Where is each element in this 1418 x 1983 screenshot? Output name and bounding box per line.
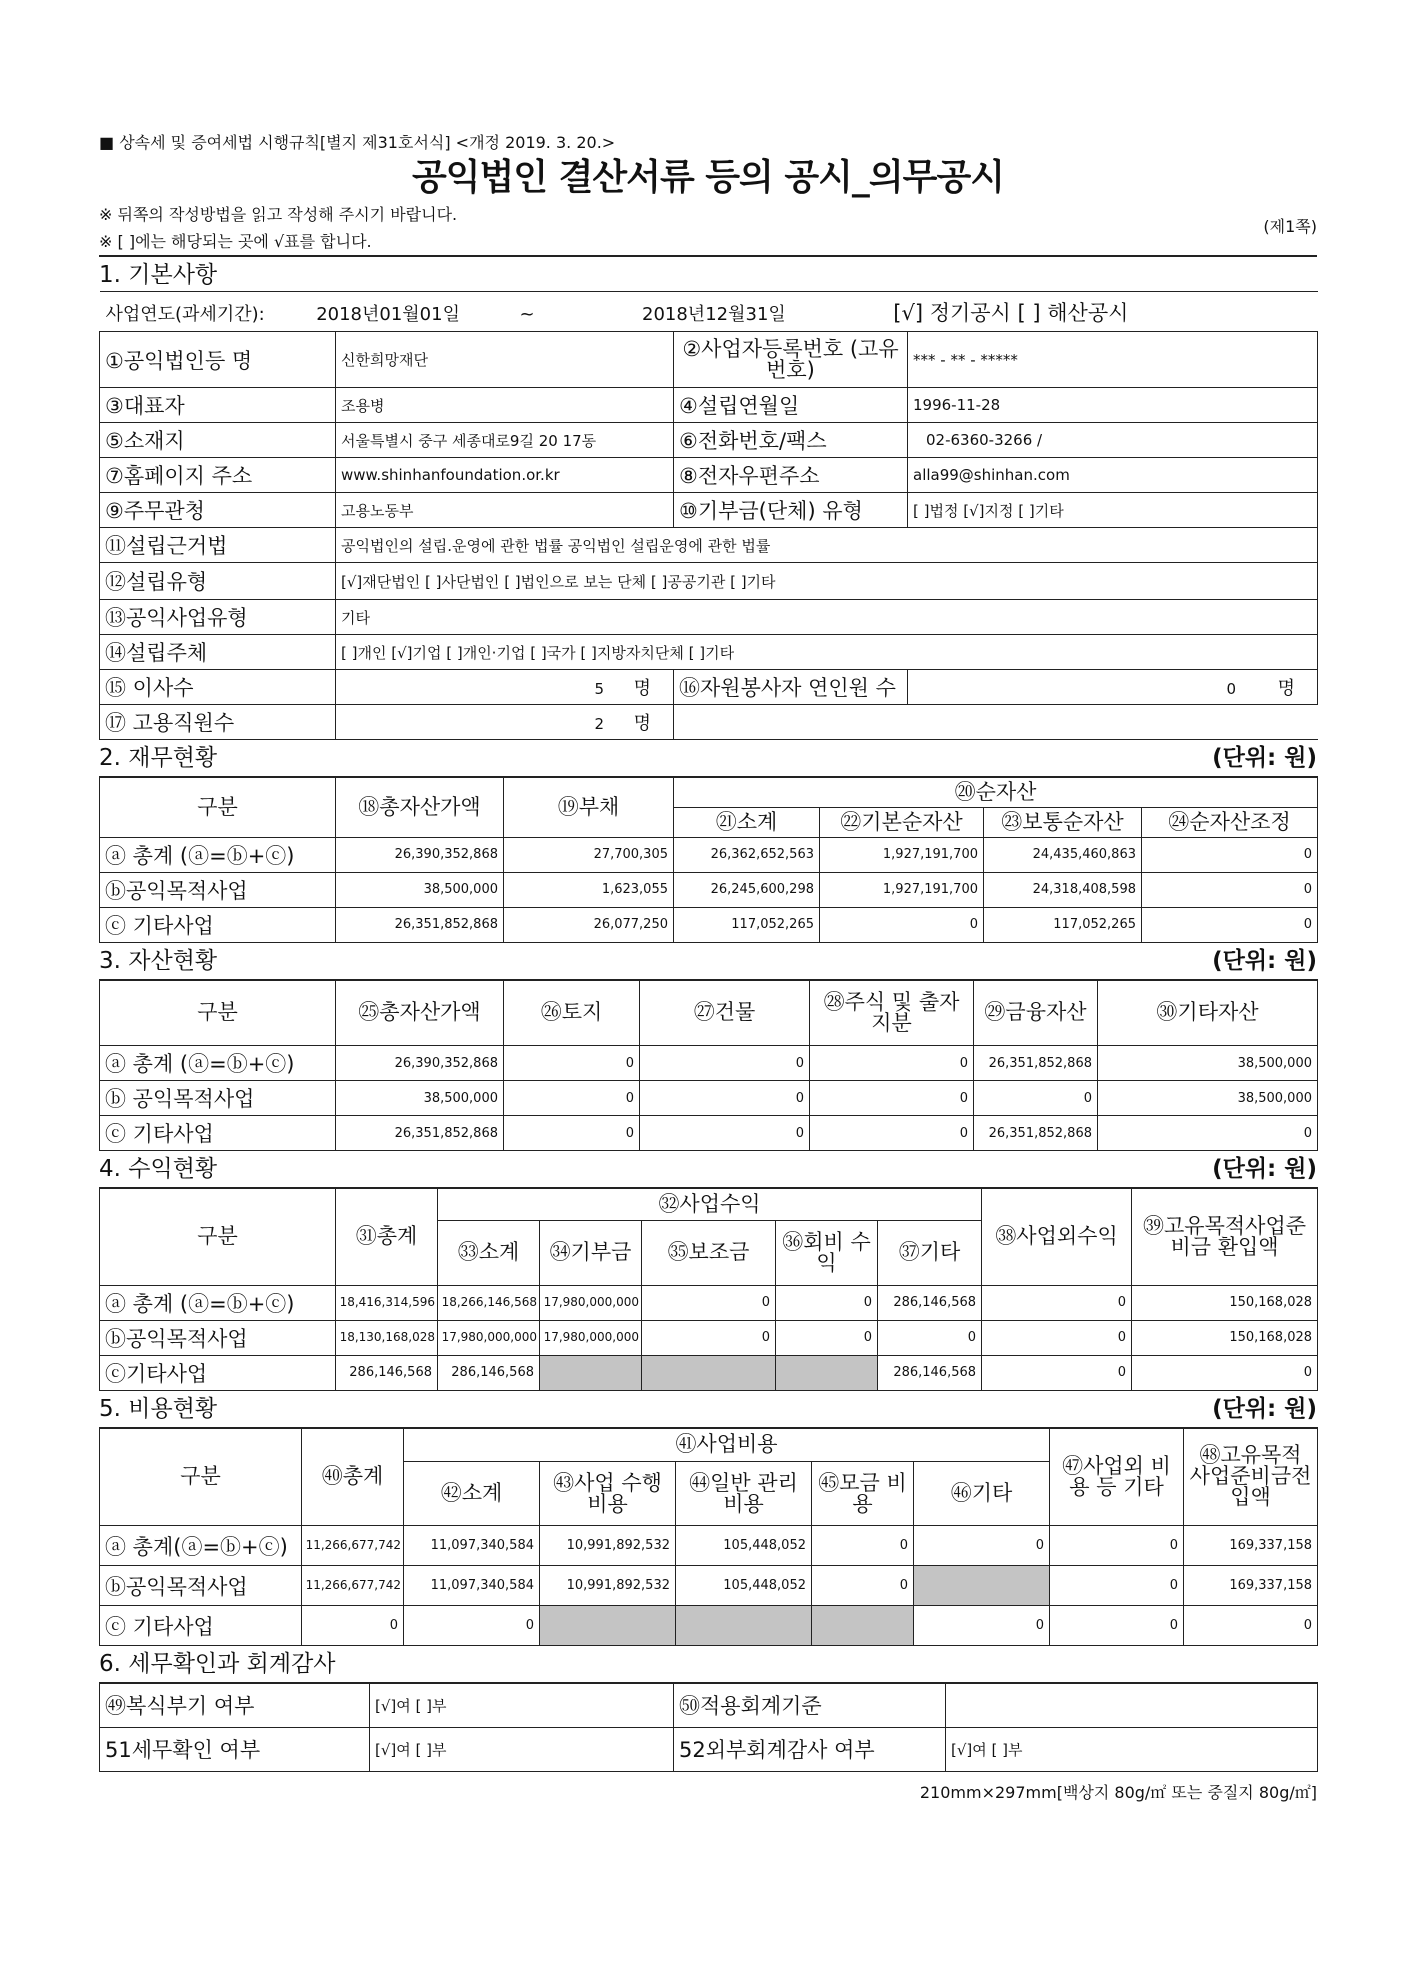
employees-value: 2 bbox=[594, 715, 605, 733]
biz-reg-value: *** - ** - ***** bbox=[908, 332, 1318, 388]
rev-cell: 286,146,568 bbox=[336, 1355, 438, 1390]
exp-subtotal-header: ㊷소계 bbox=[404, 1462, 540, 1526]
exp-cell: 11,097,340,584 bbox=[404, 1526, 540, 1566]
est-type-value: [√]재단법인 [ ]사단법인 [ ]법인으로 보는 단체 [ ]공공기관 [ ]기타 bbox=[336, 563, 1318, 600]
assets-cell: 0 bbox=[810, 1081, 974, 1116]
exp-cell-disabled bbox=[676, 1606, 812, 1646]
row-ceo bbox=[100, 388, 1318, 423]
rev-total-header: ㉛총계 bbox=[336, 1188, 438, 1285]
bookkeeping-value: [√]여 [ ]부 bbox=[370, 1683, 674, 1727]
bookkeeping-label: ㊾복식부기 여부 bbox=[100, 1683, 370, 1727]
period-end: 2018년12월31일 bbox=[642, 303, 786, 325]
fin-liabilities-header: ⑲부채 bbox=[504, 777, 674, 837]
exp-cell: 105,448,052 bbox=[676, 1566, 812, 1606]
period-cell bbox=[100, 292, 1318, 332]
ceo-value: 조용병 bbox=[336, 388, 674, 423]
rev-cell: 286,146,568 bbox=[438, 1355, 540, 1390]
address-value: 서울특별시 중구 세종대로9길 20 17동 bbox=[336, 423, 674, 458]
fin-cell: 0 bbox=[820, 907, 984, 942]
assets-cell: 0 bbox=[504, 1081, 640, 1116]
authority-label: ⑨주무관청 bbox=[100, 493, 336, 528]
assets-cell: 0 bbox=[974, 1081, 1098, 1116]
page-number: (제1쪽) bbox=[1263, 217, 1317, 236]
rev-subsidy-header: ㉟보조금 bbox=[642, 1220, 776, 1285]
rev-row-label: ⓒ기타사업 bbox=[100, 1355, 336, 1390]
exp-cell: 0 bbox=[1050, 1526, 1184, 1566]
exp-cell: 0 bbox=[302, 1606, 404, 1646]
note-2: ※ [ ]에는 해당되는 곳에 √표를 합니다. bbox=[99, 232, 372, 251]
assets-cell: 26,390,352,868 bbox=[336, 1046, 504, 1081]
expense-table bbox=[99, 1427, 1318, 1647]
rev-cell: 0 bbox=[776, 1285, 878, 1320]
section-4-title bbox=[99, 1151, 1317, 1187]
exp-cell-disabled bbox=[914, 1566, 1050, 1606]
table-row bbox=[100, 1566, 1318, 1606]
row-directors bbox=[100, 670, 1318, 705]
rev-membership-header: ㊱회비 수익 bbox=[776, 1220, 878, 1285]
org-name-value: 신한희망재단 bbox=[336, 332, 674, 388]
section-5-heading: 5. 비용현황 bbox=[99, 1395, 218, 1422]
form-notes bbox=[99, 201, 1317, 255]
exp-cell-disabled bbox=[540, 1606, 676, 1646]
rev-subtotal-header: ㉝소계 bbox=[438, 1220, 540, 1285]
rev-cell: 150,168,028 bbox=[1132, 1285, 1318, 1320]
rev-cell: 0 bbox=[776, 1320, 878, 1355]
page-title: 공익법인 결산서류 등의 공시_의무공시 bbox=[411, 157, 1005, 198]
rev-cell: 17,980,000,000 bbox=[540, 1285, 642, 1320]
table-row bbox=[100, 1046, 1318, 1081]
section-2-heading: 2. 재무현황 bbox=[99, 745, 218, 771]
assets-gubun-header: 구분 bbox=[100, 980, 336, 1046]
row-employees bbox=[100, 705, 1318, 740]
note-1: ※ 뒤쪽의 작성방법을 읽고 작성해 주시기 바랍니다. bbox=[99, 205, 458, 224]
exp-reserve-header: ㊽고유목적 사업준비금전 입액 bbox=[1184, 1428, 1318, 1526]
rev-cell: 0 bbox=[982, 1320, 1132, 1355]
audit-row-1 bbox=[100, 1683, 1318, 1727]
table-row bbox=[100, 837, 1318, 872]
exp-fund-header: ㊺모금 비용 bbox=[812, 1462, 914, 1526]
founder-label: ⑭설립주체 bbox=[100, 635, 336, 670]
rev-cell: 17,980,000,000 bbox=[540, 1320, 642, 1355]
exp-nonbiz-header: ㊼사업외 비용 등 기타 bbox=[1050, 1428, 1184, 1526]
assets-cell: 38,500,000 bbox=[1098, 1046, 1318, 1081]
table-row bbox=[100, 872, 1318, 907]
homepage-value: www.shinhanfoundation.or.kr bbox=[336, 458, 674, 493]
assets-cell: 38,500,000 bbox=[1098, 1081, 1318, 1116]
financial-table bbox=[99, 776, 1318, 943]
rev-donation-header: ㉞기부금 bbox=[540, 1220, 642, 1285]
fin-cell: 0 bbox=[1142, 907, 1318, 942]
exp-cell: 11,266,677,742 bbox=[302, 1526, 404, 1566]
exp-cell: 169,337,158 bbox=[1184, 1526, 1318, 1566]
exp-gubun-header: 구분 bbox=[100, 1428, 302, 1526]
section-6-heading: 6. 세무확인과 회계감사 bbox=[99, 1651, 336, 1677]
fin-cell: 0 bbox=[1142, 837, 1318, 872]
rev-reserve-header: ㊴고유목적사업준비금 환입액 bbox=[1132, 1188, 1318, 1285]
fin-cell: 1,927,191,700 bbox=[820, 837, 984, 872]
basis-law-label: ⑪설립근거법 bbox=[100, 528, 336, 563]
assets-row-label: ⓒ 기타사업 bbox=[100, 1116, 336, 1151]
audit-table bbox=[99, 1682, 1318, 1772]
org-name-label: ①공익법인등 명 bbox=[100, 332, 336, 388]
authority-value: 고용노동부 bbox=[336, 493, 674, 528]
assets-stock-header: ㉘주식 및 출자지분 bbox=[810, 980, 974, 1046]
table-row bbox=[100, 1526, 1318, 1566]
exp-cell: 10,991,892,532 bbox=[540, 1526, 676, 1566]
donation-type-value: [ ]법정 [√]지정 [ ]기타 bbox=[908, 493, 1318, 528]
table-row bbox=[100, 907, 1318, 942]
fin-cell: 26,245,600,298 bbox=[674, 872, 820, 907]
accounting-standard-label: ㊿적용회계기준 bbox=[674, 1683, 946, 1727]
period-row bbox=[100, 292, 1318, 332]
fin-cell: 0 bbox=[1142, 872, 1318, 907]
external-audit-label: 52외부회계감사 여부 bbox=[674, 1727, 946, 1771]
section-5-unit: (단위: 원) bbox=[1212, 1395, 1317, 1422]
homepage-label: ⑦홈페이지 주소 bbox=[100, 458, 336, 493]
assets-building-header: ㉗건물 bbox=[640, 980, 810, 1046]
biz-reg-label: ②사업자등록번호 (고유번호) bbox=[674, 332, 908, 388]
fin-cell: 117,052,265 bbox=[674, 907, 820, 942]
fin-cell: 24,435,460,863 bbox=[984, 837, 1142, 872]
rev-cell: 0 bbox=[1132, 1355, 1318, 1390]
section-4-unit: (단위: 원) bbox=[1212, 1156, 1317, 1182]
directors-unit: 명 bbox=[633, 678, 651, 699]
table-row bbox=[100, 1355, 1318, 1390]
exp-cell-disabled bbox=[812, 1606, 914, 1646]
volunteers-value: 0 bbox=[1226, 680, 1237, 698]
volunteers-cell bbox=[908, 670, 1318, 705]
rev-cell: 286,146,568 bbox=[878, 1285, 982, 1320]
exp-cell: 0 bbox=[1184, 1606, 1318, 1646]
row-est-type bbox=[100, 563, 1318, 600]
table-row bbox=[100, 1606, 1318, 1646]
row-law bbox=[100, 528, 1318, 563]
directors-cell bbox=[336, 670, 674, 705]
fin-cell: 26,362,652,563 bbox=[674, 837, 820, 872]
fin-cell: 1,623,055 bbox=[504, 872, 674, 907]
rev-gubun-header: 구분 bbox=[100, 1188, 336, 1285]
paper-spec: 210mm×297mm[백상지 80g/㎡ 또는 중질지 80g/㎡] bbox=[919, 1782, 1317, 1802]
fin-cell: 1,927,191,700 bbox=[820, 872, 984, 907]
assets-total-header: ㉕총자산가액 bbox=[336, 980, 504, 1046]
fin-subtotal-header: ㉑소계 bbox=[674, 807, 820, 837]
rev-other-header: ㊲기타 bbox=[878, 1220, 982, 1285]
exp-row-label: ⓑ공익목적사업 bbox=[100, 1566, 302, 1606]
exp-row-label: ⓒ 기타사업 bbox=[100, 1606, 302, 1646]
exp-cell: 0 bbox=[914, 1526, 1050, 1566]
assets-header bbox=[100, 980, 1318, 1046]
fin-gubun-header: 구분 bbox=[100, 777, 336, 837]
table-row bbox=[100, 1320, 1318, 1355]
rev-cell-disabled bbox=[776, 1355, 878, 1390]
table-row bbox=[100, 1285, 1318, 1320]
assets-cell: 0 bbox=[810, 1116, 974, 1151]
row-founder bbox=[100, 635, 1318, 670]
rev-header-1 bbox=[100, 1188, 1318, 1220]
row-address bbox=[100, 423, 1318, 458]
basic-info-table bbox=[99, 291, 1318, 740]
rev-nonbiz-header: ㊳사업외수익 bbox=[982, 1188, 1132, 1285]
table-row bbox=[100, 1116, 1318, 1151]
assets-financial-header: ㉙금융자산 bbox=[974, 980, 1098, 1046]
assets-cell: 0 bbox=[810, 1046, 974, 1081]
section-3-heading: 3. 자산현황 bbox=[99, 947, 218, 974]
founding-date-label: ④설립연월일 bbox=[674, 388, 908, 423]
section-5-title bbox=[99, 1391, 1317, 1427]
rev-cell-disabled bbox=[642, 1355, 776, 1390]
email-label: ⑧전자우편주소 bbox=[674, 458, 908, 493]
assets-cell: 0 bbox=[504, 1046, 640, 1081]
fin-cell: 38,500,000 bbox=[336, 872, 504, 907]
tax-check-value: [√]여 [ ]부 bbox=[370, 1727, 674, 1771]
accounting-standard-value bbox=[946, 1683, 1318, 1727]
row-biz-type bbox=[100, 600, 1318, 635]
period-label: 사업연도(과세기간): bbox=[105, 303, 265, 325]
assets-cell: 26,351,852,868 bbox=[336, 1116, 504, 1151]
founder-value: [ ]개인 [√]기업 [ ]개인·기업 [ ]국가 [ ]지방자치단체 [ ]기타 bbox=[336, 635, 1318, 670]
exp-admin-header: ㊹일반 관리비용 bbox=[676, 1462, 812, 1526]
rev-biz-header: ㉜사업수익 bbox=[438, 1188, 982, 1220]
external-audit-value: [√]여 [ ]부 bbox=[946, 1727, 1318, 1771]
assets-cell: 0 bbox=[1098, 1116, 1318, 1151]
rev-cell: 17,980,000,000 bbox=[438, 1320, 540, 1355]
fin-cell: 26,077,250 bbox=[504, 907, 674, 942]
exp-cell: 0 bbox=[812, 1566, 914, 1606]
exp-exec-header: ㊸사업 수행비용 bbox=[540, 1462, 676, 1526]
exp-cell: 0 bbox=[404, 1606, 540, 1646]
fin-cell: 117,052,265 bbox=[984, 907, 1142, 942]
fin-cell: 26,351,852,868 bbox=[336, 907, 504, 942]
exp-cell: 169,337,158 bbox=[1184, 1566, 1318, 1606]
exp-cell: 0 bbox=[1050, 1566, 1184, 1606]
fin-row-label: ⓐ 총계 (ⓐ=ⓑ+ⓒ) bbox=[100, 837, 336, 872]
employees-unit: 명 bbox=[633, 713, 651, 734]
fin-cell: 24,318,408,598 bbox=[984, 872, 1142, 907]
rev-cell: 286,146,568 bbox=[878, 1355, 982, 1390]
section-2-title bbox=[99, 740, 1317, 776]
exp-total-header: ㊵총계 bbox=[302, 1428, 404, 1526]
section-3-unit: (단위: 원) bbox=[1212, 947, 1317, 974]
audit-row-2 bbox=[100, 1727, 1318, 1771]
assets-row-label: ⓐ 총계 (ⓐ=ⓑ+ⓒ) bbox=[100, 1046, 336, 1081]
exp-cell: 0 bbox=[1050, 1606, 1184, 1646]
fin-cell: 26,390,352,868 bbox=[336, 837, 504, 872]
exp-header-1 bbox=[100, 1428, 1318, 1462]
directors-value: 5 bbox=[594, 680, 605, 698]
assets-cell: 0 bbox=[504, 1116, 640, 1151]
fin-row-label: ⓒ 기타사업 bbox=[100, 907, 336, 942]
section-4-heading: 4. 수익현황 bbox=[99, 1156, 218, 1182]
est-type-label: ⑫설립유형 bbox=[100, 563, 336, 600]
volunteers-label: ⑯자원봉사자 연인원 수 bbox=[674, 670, 908, 705]
exp-row-label: ⓐ 총계(ⓐ=ⓑ+ⓒ) bbox=[100, 1526, 302, 1566]
period-tilde: ~ bbox=[519, 303, 535, 325]
exp-cell: 0 bbox=[914, 1606, 1050, 1646]
disclosure-type: [√] 정기공시 [ ] 해산공시 bbox=[893, 300, 1129, 325]
employees-label: ⑰ 고용직원수 bbox=[100, 705, 336, 740]
email-value: alla99@shinhan.com bbox=[908, 458, 1318, 493]
row-name bbox=[100, 332, 1318, 388]
rev-cell: 0 bbox=[642, 1285, 776, 1320]
section-1-heading: 1. 기본사항 bbox=[99, 262, 218, 288]
fin-net-assets-header: ⑳순자산 bbox=[674, 777, 1318, 807]
assets-land-header: ㉖토지 bbox=[504, 980, 640, 1046]
volunteers-unit: 명 bbox=[1277, 678, 1296, 699]
assets-table bbox=[99, 979, 1318, 1152]
employees-cell bbox=[336, 705, 674, 740]
assets-cell: 26,351,852,868 bbox=[974, 1046, 1098, 1081]
section-1-title bbox=[99, 255, 1317, 291]
biz-type-label: ⑬공익사업유형 bbox=[100, 600, 336, 635]
fin-cell: 27,700,305 bbox=[504, 837, 674, 872]
assets-cell: 0 bbox=[640, 1116, 810, 1151]
ceo-label: ③대표자 bbox=[100, 388, 336, 423]
rev-row-label: ⓐ 총계 (ⓐ=ⓑ+ⓒ) bbox=[100, 1285, 336, 1320]
rev-cell: 150,168,028 bbox=[1132, 1320, 1318, 1355]
assets-row-label: ⓑ 공익목적사업 bbox=[100, 1081, 336, 1116]
row-homepage bbox=[100, 458, 1318, 493]
rev-row-label: ⓑ공익목적사업 bbox=[100, 1320, 336, 1355]
assets-other-header: ㉚기타자산 bbox=[1098, 980, 1318, 1046]
rev-cell: 18,266,146,568 bbox=[438, 1285, 540, 1320]
exp-cell: 10,991,892,532 bbox=[540, 1566, 676, 1606]
exp-other-header: ㊻기타 bbox=[914, 1462, 1050, 1526]
rev-cell: 0 bbox=[982, 1285, 1132, 1320]
donation-type-label: ⑩기부금(단체) 유형 bbox=[674, 493, 908, 528]
fin-normal-header: ㉓보통순자산 bbox=[984, 807, 1142, 837]
directors-label: ⑮ 이사수 bbox=[100, 670, 336, 705]
assets-cell: 0 bbox=[640, 1046, 810, 1081]
law-reference: ■ 상속세 및 증여세법 시행규칙[별지 제31호서식] <개정 2019. 3. 20.> bbox=[99, 133, 616, 152]
fin-adjust-header: ㉔순자산조정 bbox=[1142, 807, 1318, 837]
exp-cell: 11,097,340,584 bbox=[404, 1566, 540, 1606]
exp-cell: 11,266,677,742 bbox=[302, 1566, 404, 1606]
fin-header-1 bbox=[100, 777, 1318, 807]
founding-date-value: 1996-11-28 bbox=[908, 388, 1318, 423]
rev-cell: 18,416,314,596 bbox=[336, 1285, 438, 1320]
rev-cell: 0 bbox=[642, 1320, 776, 1355]
fin-row-label: ⓑ공익목적사업 bbox=[100, 872, 336, 907]
disclosure-form bbox=[99, 130, 1317, 1803]
section-3-title bbox=[99, 943, 1317, 979]
rev-cell: 0 bbox=[878, 1320, 982, 1355]
exp-cell: 105,448,052 bbox=[676, 1526, 812, 1566]
fin-basic-header: ㉒기본순자산 bbox=[820, 807, 984, 837]
section-2-unit: (단위: 원) bbox=[1212, 745, 1317, 771]
basis-law-value: 공익법인의 설립.운영에 관한 법률 공익법인 설립운영에 관한 법률 bbox=[336, 528, 1318, 563]
exp-biz-header: ㊶사업비용 bbox=[404, 1428, 1050, 1462]
rev-cell: 18,130,168,028 bbox=[336, 1320, 438, 1355]
address-label: ⑤소재지 bbox=[100, 423, 336, 458]
exp-cell: 0 bbox=[812, 1526, 914, 1566]
rev-cell-disabled bbox=[540, 1355, 642, 1390]
biz-type-value: 기타 bbox=[336, 600, 1318, 635]
phone-value: 02-6360-3266 / bbox=[908, 423, 1318, 458]
fin-total-assets-header: ⑱총자산가액 bbox=[336, 777, 504, 837]
row-authority bbox=[100, 493, 1318, 528]
assets-cell: 38,500,000 bbox=[336, 1081, 504, 1116]
assets-cell: 0 bbox=[640, 1081, 810, 1116]
revenue-table bbox=[99, 1187, 1318, 1391]
employees-empty bbox=[674, 705, 1318, 740]
rev-cell: 0 bbox=[982, 1355, 1132, 1390]
phone-label: ⑥전화번호/팩스 bbox=[674, 423, 908, 458]
assets-cell: 26,351,852,868 bbox=[974, 1116, 1098, 1151]
tax-check-label: 51세무확인 여부 bbox=[100, 1727, 370, 1771]
table-row bbox=[100, 1081, 1318, 1116]
section-6-title bbox=[99, 1646, 1317, 1682]
period-start: 2018년01월01일 bbox=[316, 303, 460, 325]
